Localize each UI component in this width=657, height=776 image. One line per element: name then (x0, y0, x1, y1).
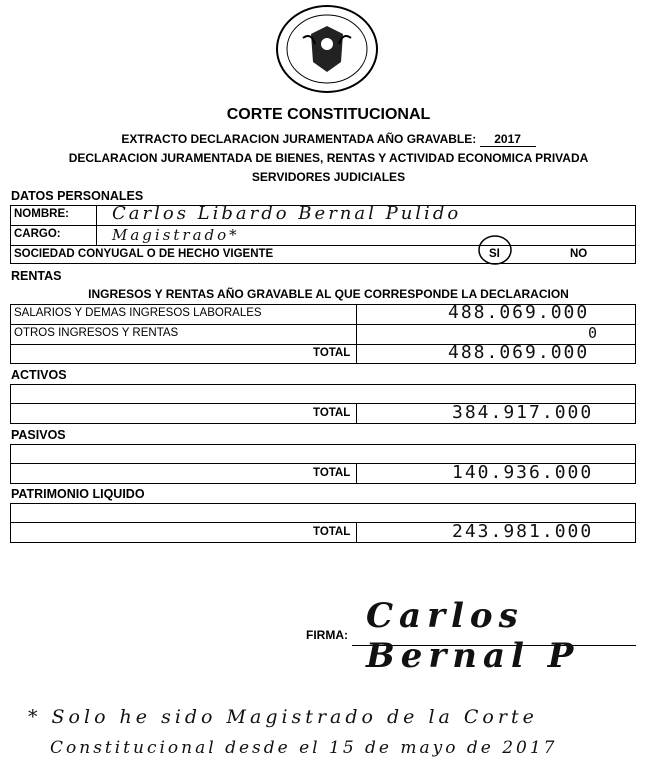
document-title: CORTE CONSTITUCIONAL (226, 106, 431, 123)
income-header: INGRESOS Y RENTAS AÑO GRAVABLE AL QUE CORRESPONDE LA DECLARACION (88, 287, 569, 301)
spouse-yes: SI (489, 248, 500, 260)
assets-total-label: TOTAL (313, 407, 351, 419)
personal-section-title: DATOS PERSONALES (11, 189, 144, 203)
name-value: Carlos Libardo Bernal Pulido (112, 203, 462, 224)
salary-value: 488.069.000 (448, 302, 590, 323)
equity-total-label: TOTAL (313, 526, 351, 538)
liabilities-total-label: TOTAL (313, 467, 351, 479)
income-total-label: TOTAL (313, 347, 351, 359)
equity-total-value: 243.981.000 (452, 521, 594, 542)
spouse-label: SOCIEDAD CONYUGAL O DE HECHO VIGENTE (14, 248, 274, 260)
other-income-label: OTROS INGRESOS Y RENTAS (14, 327, 179, 339)
tax-year: 2017 (480, 132, 536, 147)
spouse-no: NO (570, 248, 588, 260)
name-label: NOMBRE: (14, 208, 69, 220)
equity-section-title: PATRIMONIO LIQUIDO (11, 487, 145, 501)
position-value: Magistrado* (112, 226, 240, 244)
footnote-line-1: * Solo he sido Magistrado de la Corte (28, 706, 538, 728)
assets-total-value: 384.917.000 (452, 402, 594, 423)
signature-label: FIRMA: (306, 628, 348, 642)
court-seal-logo (275, 4, 379, 94)
salary-label: SALARIOS Y DEMAS INGRESOS LABORALES (14, 307, 262, 319)
other-income-value: 0 (588, 324, 600, 342)
liabilities-section-title: PASIVOS (11, 428, 66, 442)
signature-value: Carlos Bernal P (366, 596, 580, 676)
position-label: CARGO: (14, 228, 61, 240)
servants-title: SERVIDORES JUDICIALES (251, 170, 406, 184)
footnote-line-2: Constitucional desde el 15 de mayo de 2017 (50, 738, 558, 758)
declaration-title: DECLARACION JURAMENTADA DE BIENES, RENTAS Y ACTIVIDAD ECONOMICA PRIVADA (68, 151, 589, 165)
assets-section-title: ACTIVOS (11, 368, 67, 382)
income-section-title: RENTAS (11, 269, 62, 283)
liabilities-total-value: 140.936.000 (452, 462, 594, 483)
extract-line (0, 132, 657, 147)
extract-label: EXTRACTO DECLARACION JURAMENTADA AÑO GRAVABLE: (121, 132, 477, 146)
income-total-value: 488.069.000 (448, 342, 590, 363)
